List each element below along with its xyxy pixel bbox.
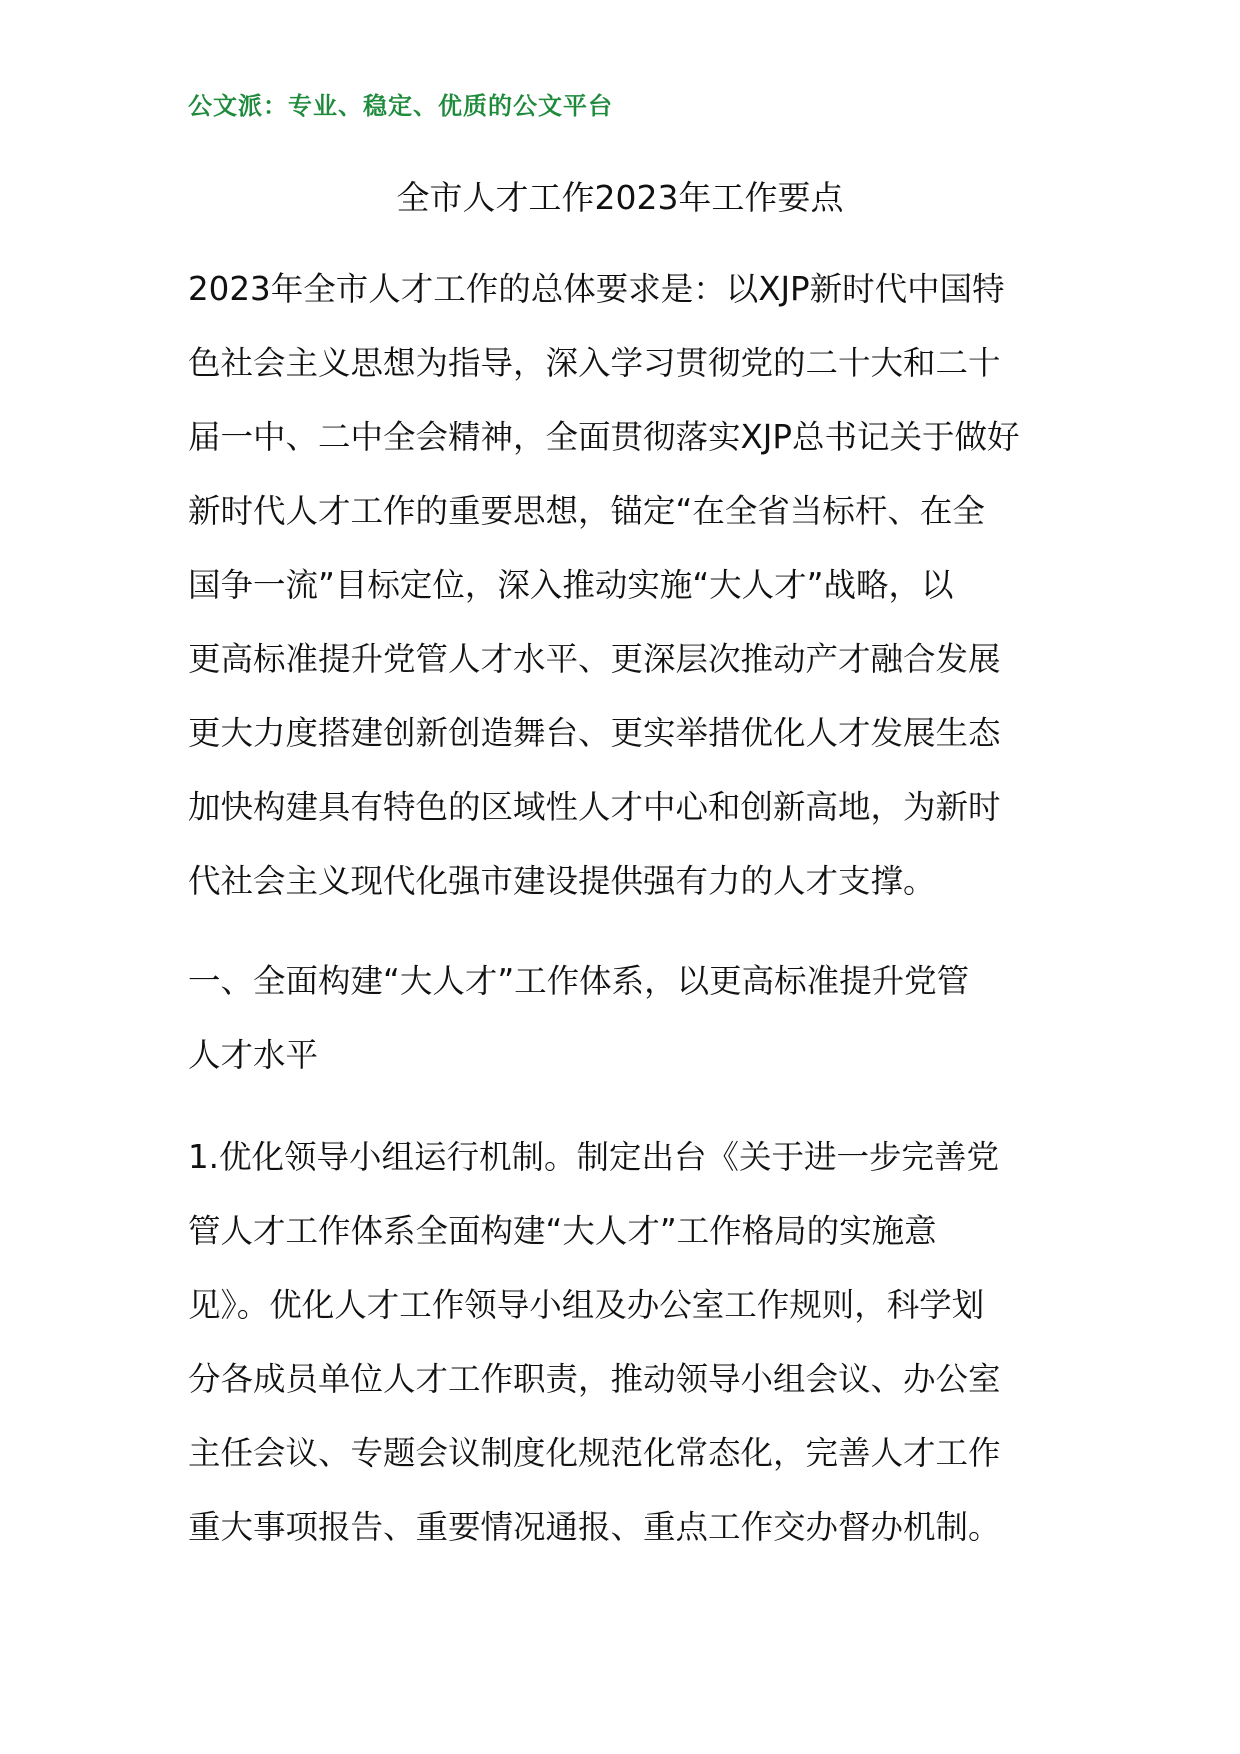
- text-line: 管人才工作体系全面构建“大人才”工作格局的实施意: [188, 1212, 937, 1250]
- text-line: 2023年全市人才工作的总体要求是：以XJP新时代中国特: [188, 270, 1005, 308]
- text-line: 更高标准提升党管人才水平、更深层次推动产才融合发展: [188, 640, 1001, 678]
- text-line: 分各成员单位人才工作职责，推动领导小组会议、办公室: [188, 1360, 1001, 1398]
- text-line: 色社会主义思想为指导，深入学习贯彻党的二十大和二十: [188, 344, 1001, 382]
- text-line: 见》。优化人才工作领导小组及办公室工作规则，科学划: [188, 1286, 985, 1324]
- text-line: 加快构建具有特色的区域性人才中心和创新高地，为新时: [188, 788, 1001, 826]
- text-line: 代社会主义现代化强市建设提供强有力的人才支撑。: [188, 862, 936, 900]
- text-line: 届一中、二中全会精神，全面贯彻落实XJP总书记关于做好: [188, 418, 1020, 456]
- paragraph-item-1: [188, 1120, 1058, 1564]
- section-heading-1: [188, 944, 1058, 1092]
- text-line: 主任会议、专题会议制度化规范化常态化，完善人才工作: [188, 1434, 1001, 1472]
- text-line: 人才水平: [188, 1036, 319, 1074]
- text-line: 国争一流”目标定位，深入推动实施“大人才”战略，以: [188, 566, 954, 604]
- brand-header: 公文派：专业、稳定、优质的公文平台: [188, 92, 613, 120]
- text-line: 重大事项报告、重要情况通报、重点工作交办督办机制。: [188, 1508, 1001, 1546]
- text-line: 一、全面构建“大人才”工作体系，以更高标准提升党管: [188, 962, 970, 1000]
- text-line: 新时代人才工作的重要思想，锚定“在全省当标杆、在全: [188, 492, 985, 530]
- document-title: 全市人才工作2023年工作要点: [396, 178, 844, 217]
- text-line: 更大力度搭建创新创造舞台、更实举措优化人才发展生态: [188, 714, 1001, 752]
- paragraph-overall-requirements: [188, 252, 1058, 918]
- text-line: 1.优化领导小组运行机制。制定出台《关于进一步完善党: [188, 1138, 1000, 1176]
